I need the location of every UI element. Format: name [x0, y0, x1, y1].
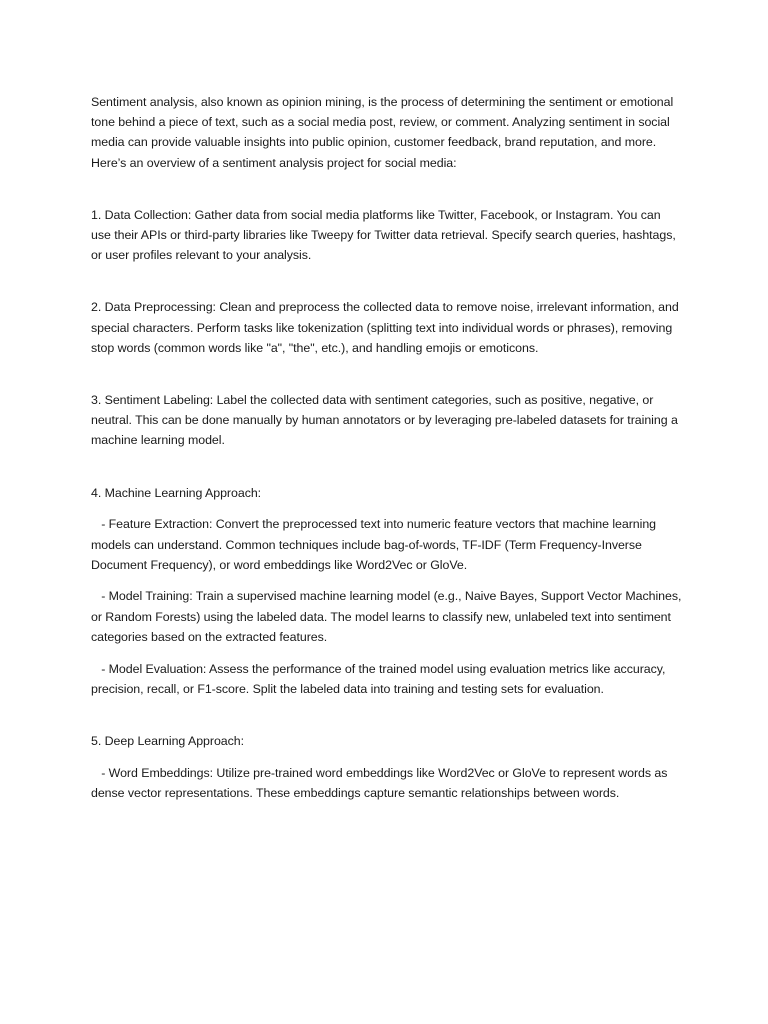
intro-paragraph: Sentiment analysis, also known as opinion mining, is the process of determining the sentiment or emotional tone behind a piece of text, such as a social media post, review, or comment. Analyzing sentiment in social media can provide valuable insights into public opinion, customer feedback, brand reputation, and more. Here’s an overview of a sentiment analysis project for social media:: [91, 95, 677, 170]
step-sentiment-labeling: 3. Sentiment Labeling: Label the collected data with sentiment categories, such as positive, negative, or neutral. This can be done manually by human annotators or by leveraging pre-labeled datasets for training a machine learning model.: [91, 393, 678, 448]
step-data-preprocessing: 2. Data Preprocessing: Clean and preprocess the collected data to remove noise, irrelevant information, and special characters. Perform tasks like tokenization (splitting text into individual words or phrases), removing stop words (common words like "a", "the", etc.), and handling emojis or emoticons.: [91, 300, 679, 355]
step-deep-learning-heading: 5. Deep Learning Approach:: [91, 733, 245, 748]
step-data-collection: 1. Data Collection: Gather data from social media platforms like Twitter, Facebook, or Instagram. You can use their APIs or third-party libraries like Tweepy for Twitter data retrieval. Specify search queries, hashtags, or user profiles relevant to your analysis.: [91, 207, 676, 263]
document-page: [91, 92, 683, 803]
dl-word-embeddings: - Word Embeddings: Utilize pre-trained word embeddings like Word2Vec or GloVe to represent words as dense vector representations. These embeddings capture semantic relationships between words.: [91, 765, 671, 800]
step-machine-learning-heading: 4. Machine Learning Approach:: [91, 485, 262, 500]
ml-model-evaluation: - Model Evaluation: Assess the performance of the trained model using evaluation metrics like accuracy, precision, recall, or F1-score. Split the labeled data into training and testing sets for evaluation.: [91, 661, 669, 696]
ml-model-training: - Model Training: Train a supervised machine learning model (e.g., Naive Bayes, Support Vector Machines, or Random Forests) using the labeled data. The model learns to classify new, unlabeled text into sentiment categories based on the extracted features.: [91, 589, 685, 644]
ml-feature-extraction: - Feature Extraction: Convert the preprocessed text into numeric feature vectors that machine learning models can understand. Common techniques include bag-of-words, TF-IDF (Term Frequency-Inverse Document Frequency), or word embeddings like Word2Vec or GloVe.: [91, 517, 660, 572]
